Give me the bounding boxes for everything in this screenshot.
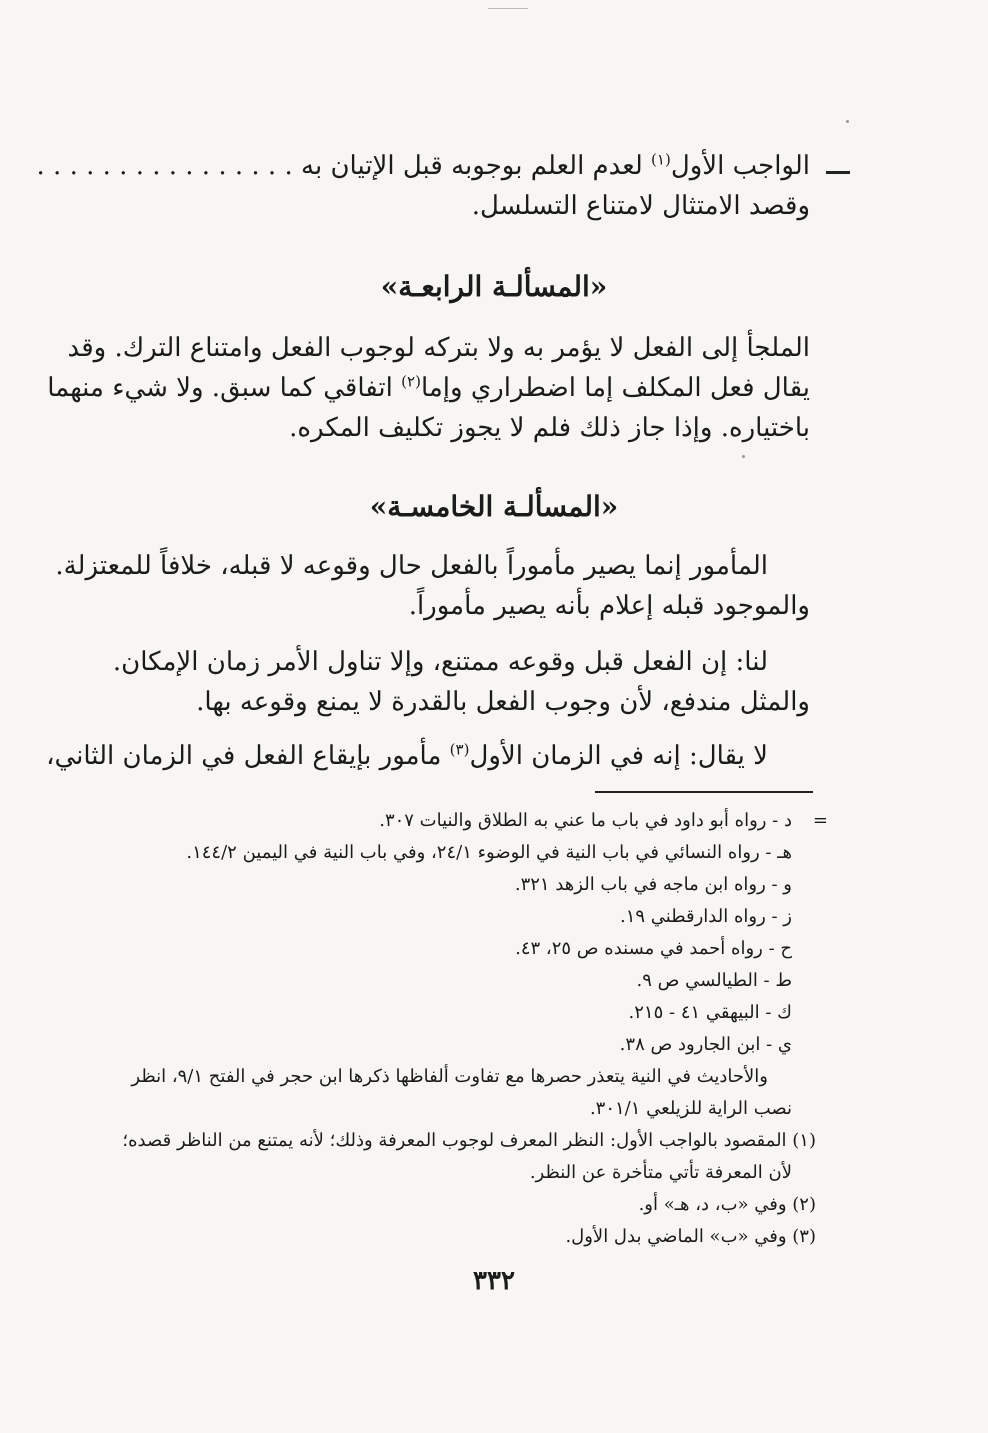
dot-leader: . . . . . . . . . . . . . . . . [36, 151, 293, 181]
footnote-ref-2: (٢) [401, 372, 421, 391]
footnote-ref-line: هـ - رواه النسائي في باب النية في الوضوء ٢٤/١، وفي باب النية في اليمين ١٤٤/٢. [186, 842, 792, 863]
continuation-rest: لعدم العلم بوجوبه قبل الإتيان به [301, 151, 652, 181]
footnote-ref-line: و - رواه ابن ماجه في باب الزهد ٣٢١. [514, 874, 792, 895]
footnote-1-line-1: (١) المقصود بالواجب الأول: النظر المعرف لوجوب المعرفة وذلك؛ لأنه يمتنع من الناظر قصده؛ [122, 1130, 816, 1151]
section4-line-1: الملجأ إلى الفعل لا يؤمر به ولا بتركه لوجوب الفعل وامتناع الترك. وقد [67, 333, 810, 363]
footnote-ref-line: ي - ابن الجارود ص ٣٨. [619, 1034, 792, 1055]
continuation-line-2: وقصد الامتثال لامتناع التسلسل. [471, 191, 810, 221]
footnote-ref-1: (١) [651, 150, 671, 169]
section5-p2-line-1: لنا: إن الفعل قبل وقوعه ممتنع، وإلا تناول الأمر زمان الإمكان. [112, 647, 768, 677]
footnote-ref-line: د - رواه أبو داود في باب ما عني به الطلاق والنيات ٣٠٧. [379, 810, 792, 831]
continuation-line-1 [37, 146, 810, 186]
footnote-ref-line: ط - الطيالسي ص ٩. [636, 970, 792, 991]
footnote-hadith-line-1: والأحاديث في النية يتعذر حصرها مع تفاوت ألفاظها ذكرها ابن حجر في الفتح ٩/١، انظر [131, 1066, 768, 1087]
footnote-3: (٣) وفي «ب» الماضي بدل الأول. [565, 1226, 816, 1247]
section4-line-3: باختياره. وإذا جاز ذلك فلم لا يجوز تكليف المكره. [289, 413, 810, 443]
footnote-ref-line: ك - البيهقي ٤١ - ٢١٥. [628, 1002, 792, 1023]
section5-p3-b: مأمور بإيقاع الفعل في الزمان الثاني، [46, 741, 450, 771]
footnote-rule [595, 791, 813, 793]
top-mark [488, 8, 528, 9]
section4-line-2-b: اتفاقي كما سبق. ولا شيء منهما [47, 373, 402, 403]
side-dash [826, 171, 850, 174]
section4-line-2 [47, 368, 810, 408]
scan-speck [846, 120, 849, 123]
section5-p3-a: لا يقال: إنه في الزمان الأول [469, 741, 768, 771]
section-heading-4: «المسألـة الرابعـة» [380, 270, 608, 303]
scan-speck [742, 455, 745, 458]
footnote-2: (٢) وفي «ب، د، هـ» أو. [638, 1194, 816, 1215]
section4-line-2-a: يقال فعل المكلف إما اضطراري وإما [420, 373, 810, 403]
section5-p3-line-1 [46, 736, 768, 776]
footnote-ref-line: ز - رواه الدارقطني ١٩. [620, 906, 792, 927]
section5-p1-line-2: والموجود قبله إعلام بأنه يصير مأموراً. [408, 591, 810, 621]
footnote-continued-marker: = [812, 810, 828, 831]
section5-p2-line-2: والمثل مندفع، لأن وجوب الفعل بالقدرة لا يمنع وقوعه بها. [196, 687, 810, 717]
section-heading-5: «المسألـة الخامسـة» [369, 490, 619, 523]
footnote-ref-line: ح - رواه أحمد في مسنده ص ٢٥، ٤٣. [515, 938, 792, 959]
footnote-ref-3: (٣) [449, 740, 470, 759]
section5-p1-line-1: المأمور إنما يصير مأموراً بالفعل حال وقوعه لا قبله، خلافاً للمعتزلة. [55, 551, 768, 581]
continuation-text: الواجب الأول [670, 151, 810, 181]
footnote-1-line-2: لأن المعرفة تأتي متأخرة عن النظر. [529, 1162, 792, 1183]
footnote-hadith-line-2: نصب الراية للزيلعي ٣٠١/١. [589, 1098, 792, 1119]
page-number: ٣٣٢ [473, 1266, 515, 1296]
